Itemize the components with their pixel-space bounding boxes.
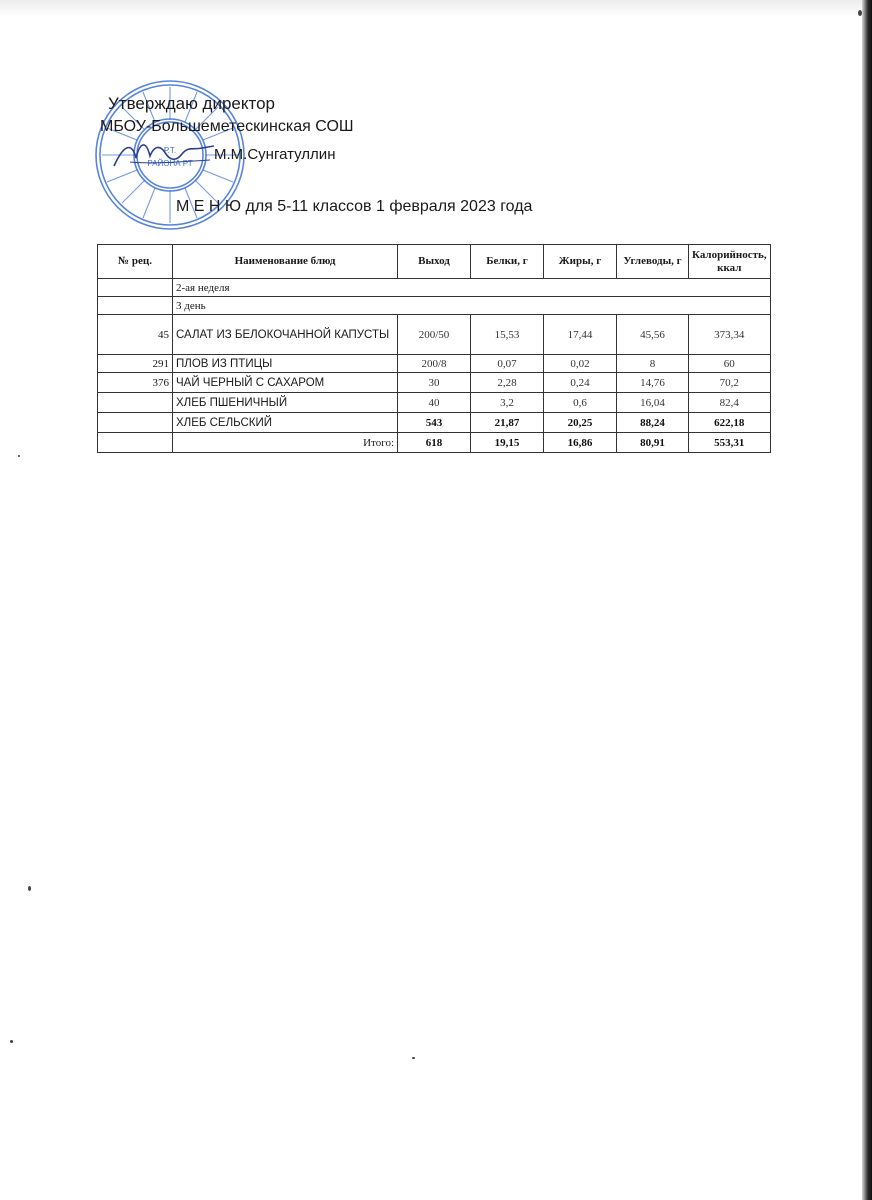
total-fat: 16,86 [544, 433, 617, 453]
table-row [98, 355, 771, 373]
total-carbs: 80,91 [617, 433, 689, 453]
fat-value: 0,6 [544, 393, 617, 413]
total-row [98, 433, 771, 453]
carbs-value: 8 [617, 355, 689, 373]
recipe-number: 291 [98, 355, 173, 373]
calories-value: 622,18 [689, 413, 771, 433]
column-header-calories: Калорийность, ккал [689, 245, 771, 279]
carbs-value: 45,56 [617, 315, 689, 355]
yield-value: 543 [398, 413, 471, 433]
dish-name: ХЛЕБ ПШЕНИЧНЫЙ [173, 393, 398, 413]
week-row [98, 279, 771, 297]
column-header-carbs: Углеводы, г [617, 245, 689, 279]
total-protein: 19,15 [471, 433, 544, 453]
calories-value: 82,4 [689, 393, 771, 413]
director-name: М.М.Сунгатуллин [214, 146, 336, 163]
column-header-recipe-number: № рец. [98, 245, 173, 279]
total-yield: 618 [398, 433, 471, 453]
scan-speck [28, 886, 31, 891]
recipe-number [98, 393, 173, 413]
recipe-number: 376 [98, 373, 173, 393]
fat-value: 17,44 [544, 315, 617, 355]
scan-speck [858, 10, 862, 16]
protein-value: 0,07 [471, 355, 544, 373]
total-calories: 553,31 [689, 433, 771, 453]
table-row [98, 413, 771, 433]
scan-edge-top [0, 0, 872, 16]
scan-speck [412, 1057, 415, 1059]
fat-value: 0,02 [544, 355, 617, 373]
yield-value: 200/8 [398, 355, 471, 373]
protein-value: 3,2 [471, 393, 544, 413]
menu-title: М Е Н Ю для 5-11 классов 1 февраля 2023 года [176, 198, 533, 215]
protein-value: 21,87 [471, 413, 544, 433]
calories-value: 373,34 [689, 315, 771, 355]
carbs-value: 14,76 [617, 373, 689, 393]
recipe-number: 45 [98, 315, 173, 355]
dish-name: ПЛОВ ИЗ ПТИЦЫ [173, 355, 398, 373]
approval-line: Утверждаю директор [108, 94, 276, 113]
day-row [98, 297, 771, 315]
fat-value: 20,25 [544, 413, 617, 433]
table-row [98, 373, 771, 393]
table-header-row [98, 245, 771, 279]
table-row [98, 393, 771, 413]
column-header-protein: Белки, г [471, 245, 544, 279]
dish-name: ХЛЕБ СЕЛЬСКИЙ [173, 413, 398, 433]
carbs-value: 16,04 [617, 393, 689, 413]
carbs-value: 88,24 [617, 413, 689, 433]
yield-value: 30 [398, 373, 471, 393]
day-label: 3 день [173, 297, 771, 315]
dish-name: ЧАЙ ЧЕРНЫЙ С САХАРОМ [173, 373, 398, 393]
dish-name: САЛАТ ИЗ БЕЛОКОЧАННОЙ КАПУСТЫ [173, 315, 398, 355]
stamp-center-line-2: РАЙОНА РТ [147, 159, 193, 168]
scan-edge-right [862, 0, 872, 1200]
calories-value: 60 [689, 355, 771, 373]
protein-value: 2,28 [471, 373, 544, 393]
yield-value: 40 [398, 393, 471, 413]
handwritten-signature [110, 136, 220, 172]
yield-value: 200/50 [398, 315, 471, 355]
stamp-center-line-1: Р.Т. [163, 146, 177, 155]
column-header-dish-name: Наименование блюд [173, 245, 398, 279]
scan-speck [18, 455, 20, 457]
table-row [98, 315, 771, 355]
total-label: Итого: [173, 433, 398, 453]
column-header-yield: Выход [398, 245, 471, 279]
protein-value: 15,53 [471, 315, 544, 355]
scan-speck [10, 1040, 13, 1043]
school-name: МБОУ-Большеметескинская СОШ [100, 118, 354, 135]
column-header-fat: Жиры, г [544, 245, 617, 279]
calories-value: 70,2 [689, 373, 771, 393]
week-label: 2-ая неделя [173, 279, 771, 297]
fat-value: 0,24 [544, 373, 617, 393]
menu-table [97, 244, 771, 453]
recipe-number [98, 413, 173, 433]
